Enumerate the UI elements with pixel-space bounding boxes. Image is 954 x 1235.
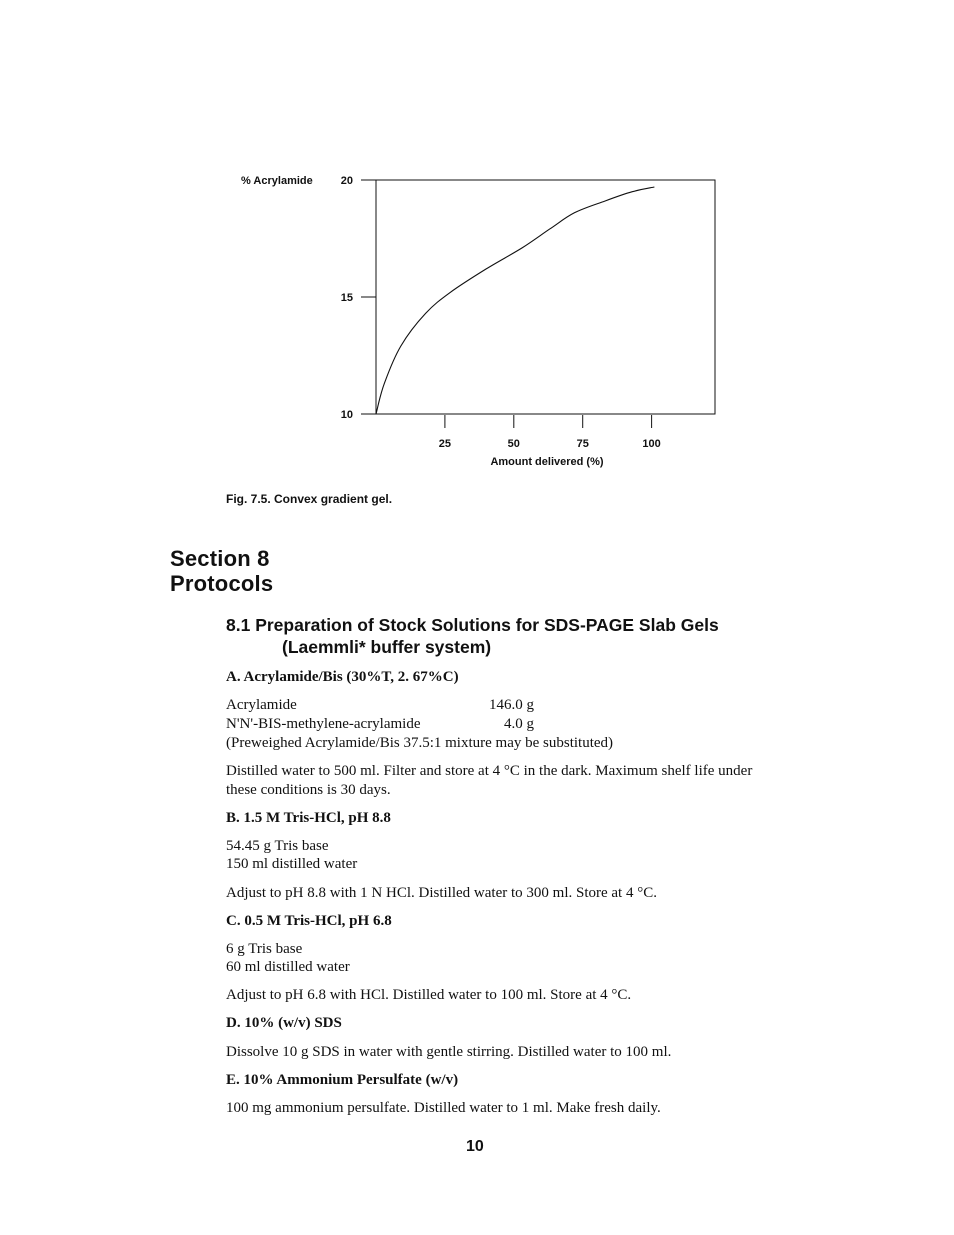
solution-a-heading: A. Acrylamide/Bis (30%T, 2. 67%C) (226, 669, 459, 685)
instruction-text: Adjust to pH 8.8 with 1 N HCl. Distilled water to 300 ml. Store at 4 °C. (226, 885, 657, 901)
ingredient-line: 54.45 g Tris base (226, 838, 329, 854)
substitution-note: (Preweighed Acrylamide/Bis 37.5:1 mixture may be substituted) (226, 735, 614, 751)
x-tick-label: 100 (642, 438, 661, 450)
y-ticks (341, 175, 376, 421)
solution-e-heading: E. 10% Ammonium Persulfate (w/v) (226, 1072, 459, 1088)
y-axis-label: % Acrylamide (241, 175, 313, 187)
section-name: Protocols (170, 571, 274, 596)
section-number: Section 8 (170, 546, 270, 571)
figure-caption: Fig. 7.5. Convex gradient gel. (226, 492, 393, 506)
instruction-text: Adjust to pH 6.8 with HCl. Distilled water to 100 ml. Store at 4 °C. (226, 987, 632, 1003)
y-tick-label: 20 (340, 175, 353, 187)
plot-frame (376, 180, 715, 414)
solution-d-heading: D. 10% (w/v) SDS (226, 1015, 342, 1031)
solution-b-heading: B. 1.5 M Tris-HCl, pH 8.8 (226, 810, 391, 826)
x-tick-label: 25 (438, 438, 452, 450)
ingredient-name: N'N'-BIS-methylene-acrylamide (226, 716, 421, 732)
x-tick-label: 50 (507, 438, 520, 450)
ingredient-line: 60 ml distilled water (226, 959, 350, 975)
instruction-text: Dissolve 10 g SDS in water with gentle stirring. Distilled water to 100 ml. (226, 1044, 672, 1060)
y-tick-label: 15 (340, 292, 353, 304)
convex-gradient-chart (0, 0, 954, 480)
ingredient-amount: 146.0 g (489, 697, 534, 713)
solution-c-heading: C. 0.5 M Tris-HCl, pH 6.8 (226, 913, 392, 929)
ingredient-line: 6 g Tris base (226, 941, 303, 957)
subsection-title: 8.1 Preparation of Stock Solutions for SDS-PAGE Slab Gels (226, 615, 719, 635)
ingredient-line: 150 ml distilled water (226, 856, 358, 872)
instruction-text: 100 mg ammonium persulfate. Distilled water to 1 ml. Make fresh daily. (226, 1100, 661, 1116)
x-ticks (439, 415, 661, 450)
x-tick-label: 75 (576, 438, 589, 450)
ingredient-name: Acrylamide (226, 697, 297, 713)
instruction-text: these conditions is 30 days. (226, 782, 391, 798)
subsection-subtitle: (Laemmli* buffer system) (282, 637, 492, 657)
y-tick-label: 10 (340, 409, 353, 421)
gradient-curve (376, 187, 654, 414)
ingredient-amount: 4.0 g (504, 716, 534, 732)
x-axis-label: Amount delivered (%) (490, 456, 604, 468)
instruction-text: Distilled water to 500 ml. Filter and store at 4 °C in the dark. Maximum shelf life under (226, 763, 753, 779)
page-number: 10 (466, 1138, 484, 1155)
